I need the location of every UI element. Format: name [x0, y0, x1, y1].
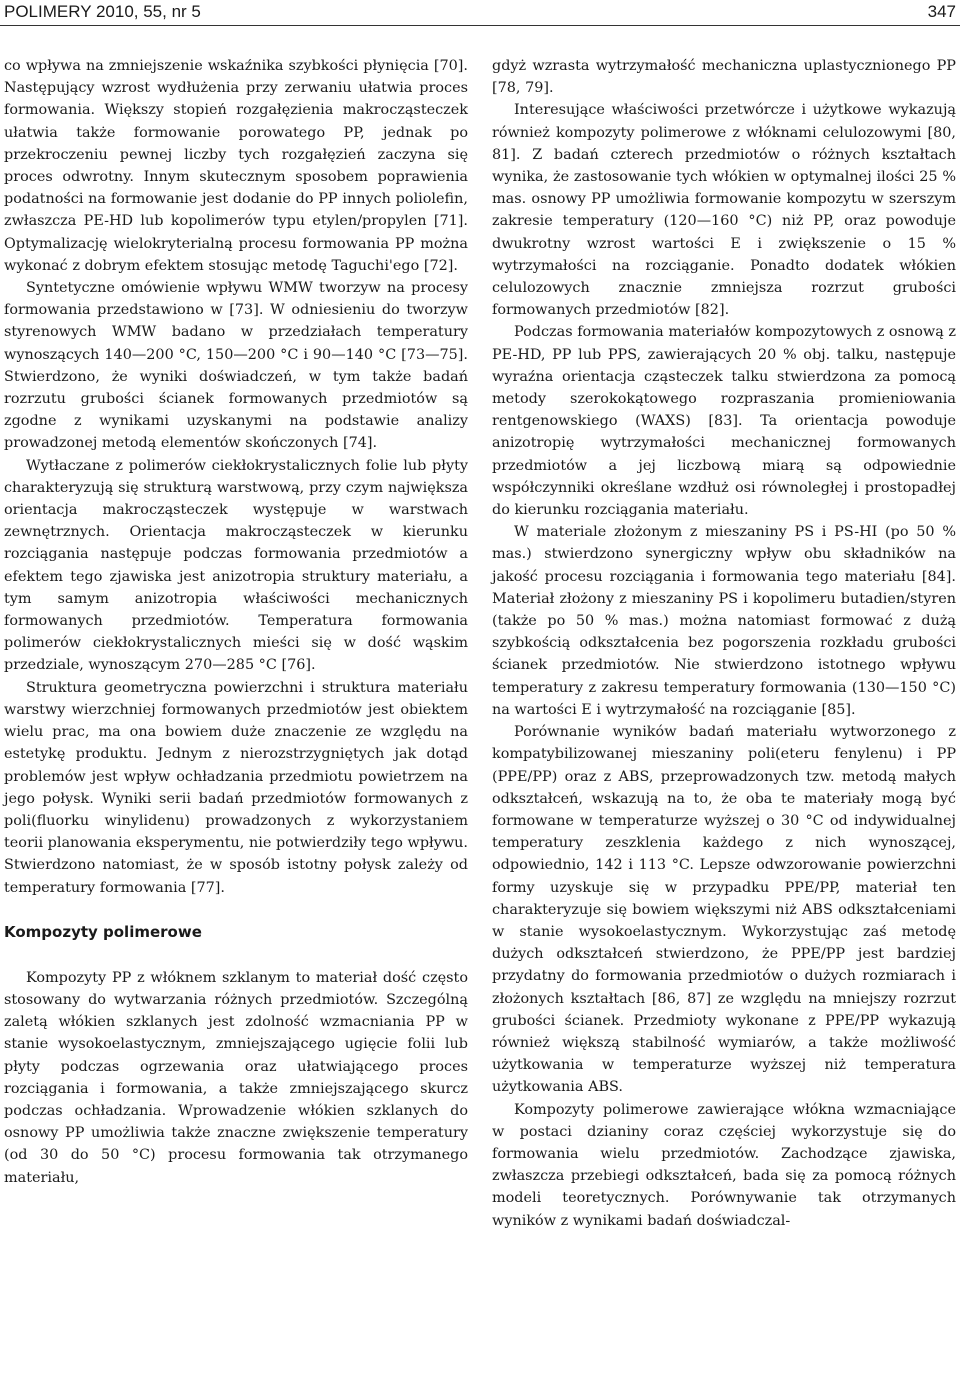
paragraph: Kompozyty PP z włóknem szklanym to materiał dość często stosowany do wytwarzania różnych przedmiotów. Szczególną zaletą włókien szklanych jest zdolność wzmacniania PP w stanie wysokoelastycznym, zmniejszającego ugięcie folii lub płyty podczas ogrzewania oraz ułatwiającego proces rozciągania i formowania, a także zmniejszającego skurcz podczas ochładzania. Wprowadzenie włókien szklanych do osnowy PP umożliwia także znaczne zwiększenie temperatury (od 30 do 50 °C) procesu formowania tak otrzymanego materiału,	[4, 969, 468, 1186]
header-rule	[0, 25, 960, 26]
left-column	[4, 55, 468, 1189]
paragraph: Struktura geometryczna powierzchni i struktura materiału warstwy wierzchniej formowanych przedmiotów jest obiektem wielu prac, ma ona bowiem duże znaczenie ze względu na estetykę produktu. Jednym z nierozstrzygniętych jak dotąd problemów jest wpływ ochładzania przedmiotu powietrzem na jego połysk. Wyniki serii badań przedmiotów formowanych z poli(fluorku winylidenu) prowadzonych z wykorzystaniem teorii planowania eksperymentu, nie potwierdziły tego wpływu. Stwierdzono natomiast, że w sposób istotny połysk zależy od temperatury formowania [77].	[4, 679, 468, 896]
paragraph: Porównanie wyników badań materiału wytworzonego z kompatybilizowanej mieszaniny poli(eteru fenylenu) i PP (PPE/PP) oraz z ABS, przeprowadzonych tzw. metodą małych odkształceń, wskazują na to, że oba te materiały mogą być formowane w temperaturze wyższej o 30 °C od indywidualnej temperatury zeszklenia każdego z nich wynoszącej, odpowiednio, 142 i 113 °C. Lepsze odwzorowanie powierzchni formy uzyskuje się w przypadku PPE/PP, materiał ten charakteryzuje się bowiem większymi niż ABS odkształceniami w stanie wysokoelastycznym. Wykorzystując zaś metodę dużych odkształceń stwierdzono, że PPE/PP jest bardziej przydatny do formowania przedmiotów o dużych rozmiarach i złożonych kształtach [86, 87] ze względu na mniejszy rozrzut grubości ścianek. Przedmioty wykonane z PPE/PP wykazują również większą stabilność wymiarów, a także możliwość użytkowania w temperaturze wyższej niż temperatura użytkowania ABS.	[492, 724, 956, 1096]
section-heading: Kompozyty polimerowe	[4, 922, 202, 941]
page-header	[0, 0, 960, 24]
paragraph: Podczas formowania materiałów kompozytowych z osnową z PE-HD, PP lub PPS, zawierających 20 % obj. talku, następuje wyraźna orientacja cząsteczek talku stwierdzona za pomocą metody szerokokątowego rozpraszania promieniowania rentgenowskiego (WAXS) [83]. Ta orientacja powoduje anizotropię wytrzymałości mechanicznej formowanych przedmiotów a jej liczbową miarą są odpowiednie współczynniki określane wzdłuż osi równoległej i prostopadłej do kierunku rozciągania materiału.	[492, 324, 956, 519]
spacer	[4, 943, 468, 967]
paragraph: gdyż wzrasta wytrzymałość mechaniczna uplastycznionego PP [78, 79].	[492, 58, 956, 97]
right-column	[492, 55, 956, 1232]
paragraph: Interesujące właściwości przetwórcze i użytkowe wykazują również kompozyty polimerowe z włóknami celulozowymi [80, 81]. Z badań czterech przedmiotów o różnych kształtach wynika, że zastosowanie tych włókien w optymalnej ilości 25 % mas. osnowy PP umożliwia formowanie kompozytu w szerszym zakresie temperatury (120—160 °C) niż PP, oraz powoduje dwukrotny wzrost wartości E i zwiększenie o 15 % wytrzymałości na rozciąganie. Ponadto dodatek włókien celulozowych znacznie zmniejsza rozrzut grubości formowanych przedmiotów [82].	[492, 102, 956, 319]
paragraph: Syntetyczne omówienie wpływu WMW tworzyw na procesy formowania przedstawiono w [73]. W odniesieniu do tworzyw styrenowych WMW badano w przedziałach temperatury wynoszących 140—200 °C, 150—200 °C i 90—140 °C [73—75]. Stwierdzono, że wyniki doświadczeń, w tym także badań rozrzutu grubości ścianek formowanych przedmiotów są zgodne z wynikami uzyskanymi na podstawie analizy prowadzonej metodą elementów skończonych [74].	[4, 280, 468, 452]
journal-title: POLIMERY 2010, 55, nr 5	[4, 2, 201, 21]
page-number: 347	[927, 2, 956, 21]
paragraph: Kompozyty polimerowe zawierające włókna wzmacniające w postaci dzianiny coraz częściej wykorzystuje się do formowania wielu przedmiotów. Zachodzące zjawiska, zwłaszcza przebiegi odkształceń, bada się za pomocą różnych modeli teoretycznych. Porównywanie tak otrzymanych wyników z wynikami badań doświadczal-	[492, 1101, 956, 1229]
spacer	[4, 899, 468, 921]
paragraph: Wytłaczane z polimerów ciekłokrystalicznych folie lub płyty charakteryzują się strukturą warstwową, przy czym największa orientacja makrocząsteczek występuje w warstwach zewnętrznych. Orientacja makrocząsteczek w kierunku rozciągania następuje podczas formowania przedmiotów a efektem tego zjawiska jest anizotropia struktury materiału, a tym samym anizotropia właściwości mechanicznych formowanych przedmiotów. Temperatura formowania polimerów ciekłokrystalicznych mieści się w dość wąskim przedziale, wynoszącym 270—285 °C [76].	[4, 457, 468, 674]
paragraph: co wpływa na zmniejszenie wskaźnika szybkości płynięcia [70]. Następujący wzrost wydłużenia przy zerwaniu ułatwia proces formowania. Większy stopień rozgałęzienia makrocząsteczek ułatwia także formowanie porowatego PP, jednak po przekroczeniu pewnej liczby tych rozgałęzień zaczyna się proces odwrotny. Innym skutecznym sposobem poprawienia podatności na formowanie jest dodanie do PP innych poliolefin, zwłaszcza PE-HD lub kopolimerów typu etylen/propylen [71]. Optymalizację wielokryterialną procesu formowania PP można wykonać z dobrym efektem stosując metodę Taguchi'ego [72].	[4, 58, 468, 274]
paragraph: W materiale złożonym z mieszaniny PS i PS-HI (po 50 % mas.) stwierdzono synergiczny wpływ obu składników na jakość procesu rozciągania i formowania tego materiału [84]. Materiał złożony z mieszaniny PS i kopolimeru butadien/styren (także po 50 % mas.) można natomiast formować z dużą szybkością odkształcenia bez pogorszenia rozkładu grubości ścianek przedmiotów. Nie stwierdzono istotnego wpływu temperatury z zakresu temperatury formowania (130—150 °C) na wartości E i wytrzymałość na rozciąganie [85].	[492, 524, 956, 718]
